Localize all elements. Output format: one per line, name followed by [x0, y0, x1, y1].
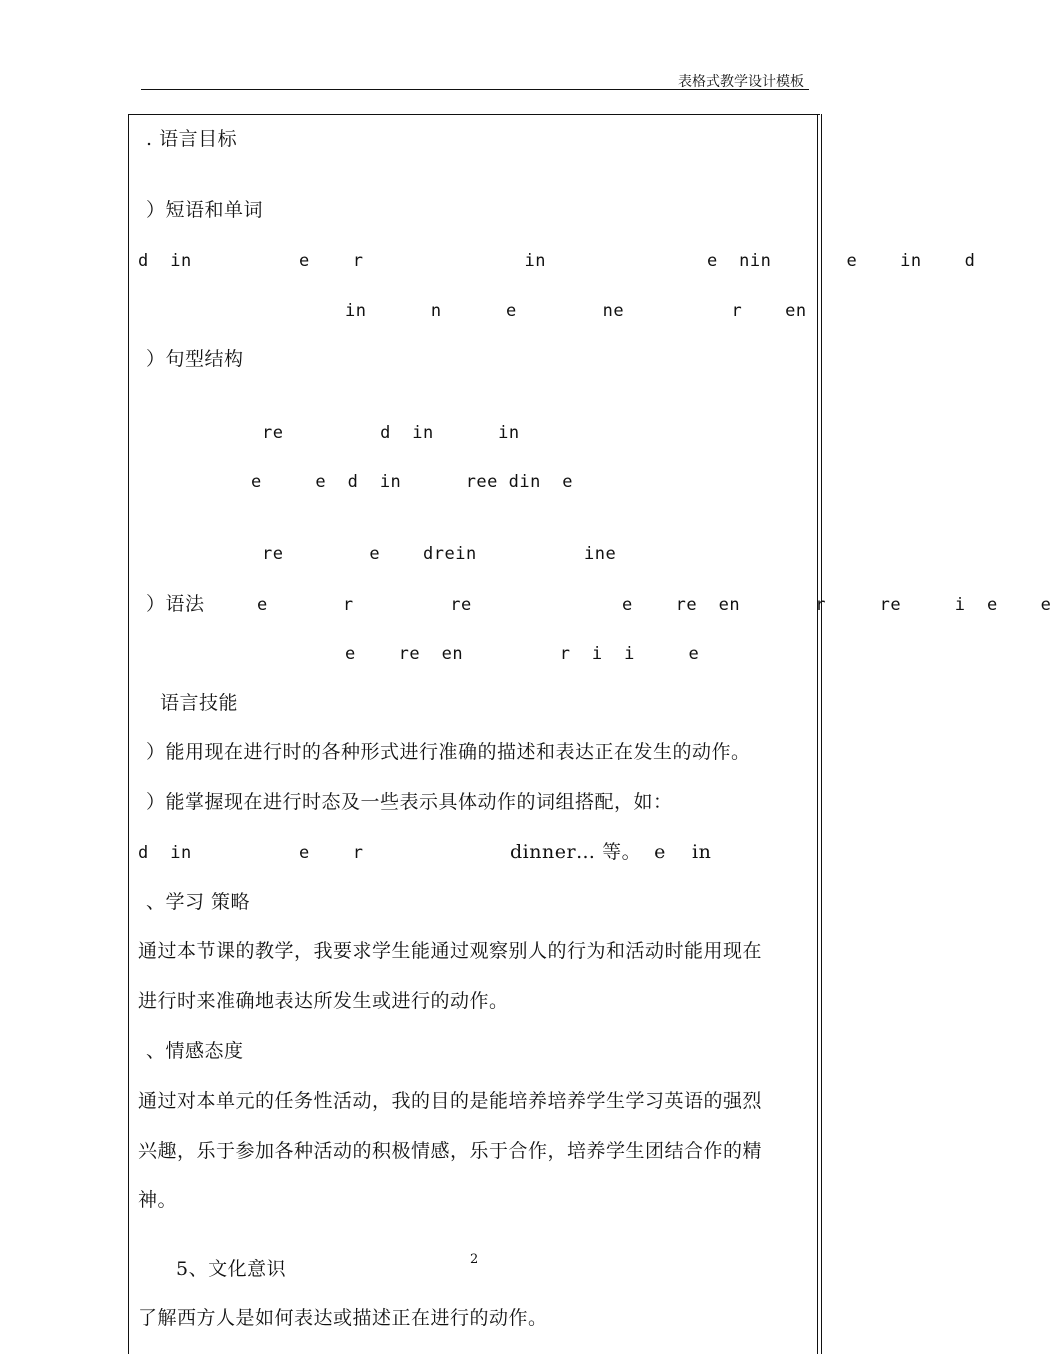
section-learning-strategy: 、学习 策略 — [146, 891, 251, 913]
skill-item-2: ）能掌握现在进行时态及一些表示具体动作的词组搭配，如： — [146, 791, 673, 813]
section-language-skills: 语言技能 — [160, 692, 239, 714]
skill-example-continued: dinner… 等。 e in — [510, 841, 712, 863]
pattern-line-3: re e drein ine — [262, 544, 617, 564]
subsection-sentence-patterns: ）句型结构 — [146, 348, 244, 370]
pattern-line-2: e e d in ree din e — [251, 472, 574, 492]
page-number: 2 — [470, 1252, 479, 1267]
strategy-text-2: 进行时来准确地表达所发生或进行的动作。 — [138, 990, 509, 1012]
attitude-text-3: 神。 — [138, 1189, 178, 1211]
pattern-line-1: re d in in — [262, 423, 520, 443]
section-language-goals-heading: . 语言目标 — [146, 128, 238, 150]
header-divider — [141, 89, 809, 90]
grammar-line-2: e re en r i i e — [345, 644, 700, 664]
cultural-awareness-text: 了解西方人是如何表达或描述正在进行的动作。 — [138, 1307, 548, 1329]
skill-item-1: ）能用现在进行时的各种形式进行准确的描述和表达正在发生的动作。 — [146, 741, 751, 763]
subsection-grammar: ）语法 — [146, 593, 205, 615]
document-header-title: 表格式教学设计模板 — [678, 74, 804, 90]
subsection-phrases-words: ）短语和单词 — [146, 199, 264, 221]
skill-example-phrases: d in e r — [138, 843, 364, 863]
attitude-text-1: 通过对本单元的任务性活动，我的目的是能培养培养学生学习英语的强烈 — [138, 1090, 763, 1112]
attitude-text-2: 兴趣，乐于参加各种活动的积极情感，乐于合作，培养学生团结合作的精 — [138, 1140, 763, 1162]
section-cultural-awareness: 5、文化意识 — [176, 1258, 287, 1280]
phrase-line-2: in n e ne r en — [345, 301, 807, 321]
table-right-border-inner — [817, 114, 818, 1354]
phrase-line-1: d in e r in e nin e in d — [138, 251, 976, 271]
strategy-text-1: 通过本节课的教学，我要求学生能通过观察别人的行为和活动时能用现在 — [138, 940, 763, 962]
table-right-border-outer — [821, 114, 822, 1354]
section-emotional-attitude: 、情感态度 — [146, 1040, 244, 1062]
grammar-line-1: e r re e re en r re i e e — [257, 595, 1051, 615]
